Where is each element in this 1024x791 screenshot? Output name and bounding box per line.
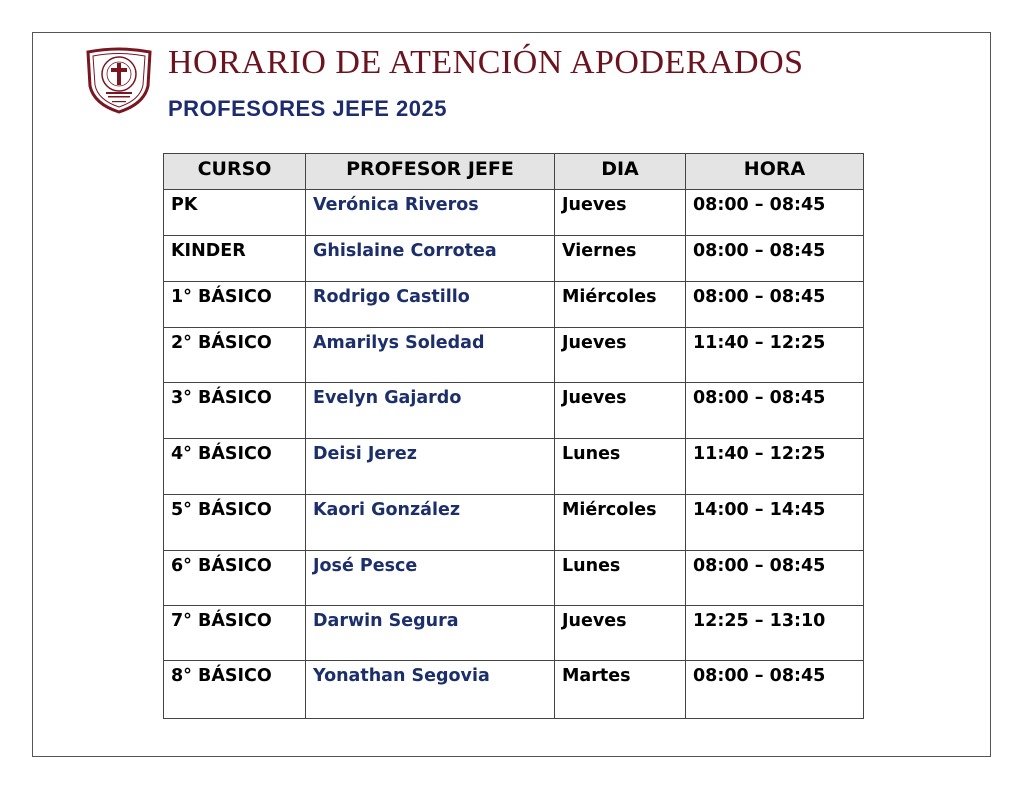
table-row <box>164 236 864 282</box>
table-row <box>164 606 864 661</box>
cell-profesor-jefe: Ghislaine Corrotea <box>306 236 555 282</box>
cell-hora: 08:00 – 08:45 <box>686 190 864 236</box>
cell-curso: 5° BÁSICO <box>164 495 306 551</box>
schedule-table <box>163 153 864 719</box>
column-header-curso: CURSO <box>164 154 306 190</box>
cell-profesor-jefe: Darwin Segura <box>306 606 555 661</box>
cell-dia: Lunes <box>555 551 686 606</box>
cell-curso: KINDER <box>164 236 306 282</box>
page-subtitle: PROFESORES JEFE 2025 <box>168 96 447 121</box>
column-header-profesor: PROFESOR JEFE <box>306 154 555 190</box>
cell-profesor-jefe: Rodrigo Castillo <box>306 282 555 328</box>
school-crest-logo <box>84 46 154 114</box>
cell-hora: 08:00 – 08:45 <box>686 383 864 439</box>
table-row <box>164 661 864 719</box>
cell-curso: 6° BÁSICO <box>164 551 306 606</box>
cell-curso: 4° BÁSICO <box>164 439 306 495</box>
table-row <box>164 383 864 439</box>
cell-dia: Miércoles <box>555 495 686 551</box>
cell-curso: 1° BÁSICO <box>164 282 306 328</box>
column-header-dia: DIA <box>555 154 686 190</box>
cell-dia: Jueves <box>555 328 686 383</box>
crest-icon <box>84 46 154 114</box>
cell-dia: Martes <box>555 661 686 719</box>
cell-hora: 12:25 – 13:10 <box>686 606 864 661</box>
cell-dia: Viernes <box>555 236 686 282</box>
cell-hora: 08:00 – 08:45 <box>686 282 864 328</box>
page-title: HORARIO DE ATENCIÓN APODERADOS <box>168 44 804 81</box>
cell-hora: 08:00 – 08:45 <box>686 551 864 606</box>
cell-curso: 3° BÁSICO <box>164 383 306 439</box>
cell-hora: 11:40 – 12:25 <box>686 439 864 495</box>
cell-profesor-jefe: Kaori González <box>306 495 555 551</box>
cell-profesor-jefe: José Pesce <box>306 551 555 606</box>
cell-curso: 8° BÁSICO <box>164 661 306 719</box>
table-row <box>164 190 864 236</box>
cell-hora: 14:00 – 14:45 <box>686 495 864 551</box>
cell-curso: 2° BÁSICO <box>164 328 306 383</box>
cell-dia: Jueves <box>555 190 686 236</box>
cell-profesor-jefe: Deisi Jerez <box>306 439 555 495</box>
cell-dia: Lunes <box>555 439 686 495</box>
cell-profesor-jefe: Verónica Riveros <box>306 190 555 236</box>
table-row <box>164 328 864 383</box>
cell-hora: 11:40 – 12:25 <box>686 328 864 383</box>
cell-hora: 08:00 – 08:45 <box>686 236 864 282</box>
table-row <box>164 439 864 495</box>
table-row <box>164 495 864 551</box>
cell-profesor-jefe: Evelyn Gajardo <box>306 383 555 439</box>
cell-profesor-jefe: Yonathan Segovia <box>306 661 555 719</box>
cell-dia: Jueves <box>555 606 686 661</box>
table-row <box>164 551 864 606</box>
cell-hora: 08:00 – 08:45 <box>686 661 864 719</box>
column-header-hora: HORA <box>686 154 864 190</box>
table-row <box>164 282 864 328</box>
cell-profesor-jefe: Amarilys Soledad <box>306 328 555 383</box>
cell-dia: Miércoles <box>555 282 686 328</box>
cell-dia: Jueves <box>555 383 686 439</box>
cell-curso: 7° BÁSICO <box>164 606 306 661</box>
table-header-row <box>164 154 864 190</box>
cell-curso: PK <box>164 190 306 236</box>
